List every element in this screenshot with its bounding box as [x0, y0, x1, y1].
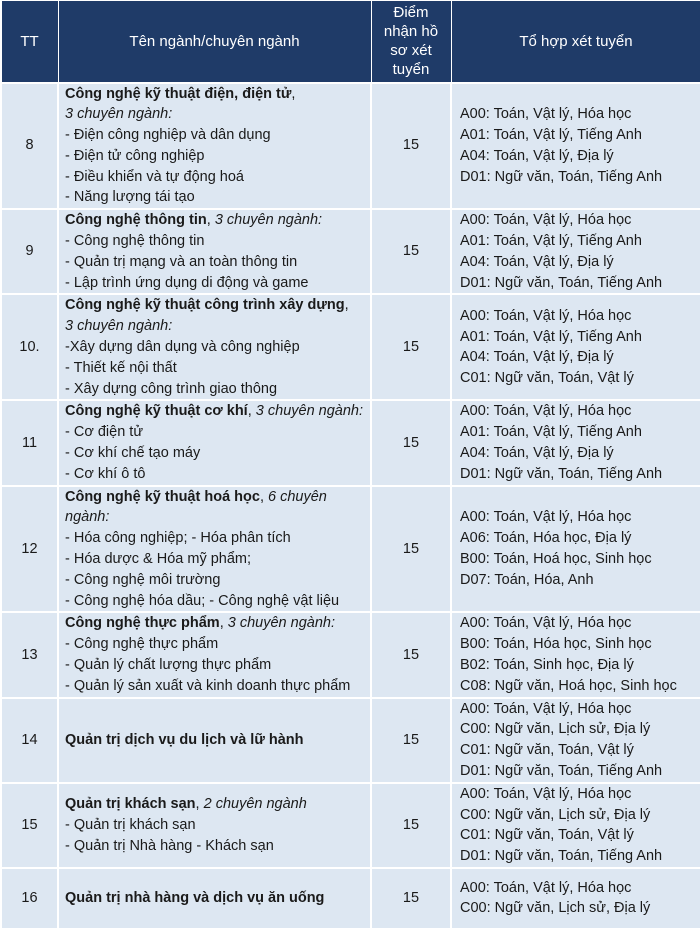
subject-combo-item: A04: Toán, Vật lý, Địa lý — [460, 147, 614, 164]
major-title: Quản trị dịch vụ du lịch và lữ hành — [65, 731, 304, 748]
major-heading: Công nghệ kỹ thuật công trình xây dựng, — [65, 297, 349, 314]
specialization-item: - Công nghệ thực phẩm — [65, 636, 219, 653]
major-heading: Công nghệ kỹ thuật điện, điện tử, — [65, 85, 296, 102]
subject-combo-item: B00: Toán, Hoá học, Sinh học — [460, 551, 652, 568]
major-heading — [65, 730, 366, 751]
subject-combo-item: D01: Ngữ văn, Toán, Tiếng Anh — [460, 465, 663, 482]
subject-combo-item: C01: Ngữ văn, Toán, Vật lý — [460, 370, 634, 387]
table-row — [1, 486, 700, 613]
major-title: Quản trị nhà hàng và dịch vụ ăn uống — [65, 890, 325, 907]
major-heading: Công nghệ kỹ thuật cơ khí, 3 chuyên ngành: — [65, 403, 364, 420]
major-heading: Quản trị khách sạn, 2 chuyên ngành — [65, 796, 307, 813]
row-number: 16 — [1, 868, 58, 929]
min-score: 15 — [371, 612, 451, 697]
specialization-item: -Xây dựng dân dụng và công nghiệp — [65, 339, 300, 356]
major-cell — [58, 868, 371, 929]
subject-combo-item: A01: Toán, Vật lý, Tiếng Anh — [460, 233, 642, 250]
subject-combos — [451, 612, 700, 697]
subject-combo-item: A00: Toán, Vật lý, Hóa học — [460, 307, 632, 324]
specialization-item: - Công nghệ môi trường — [65, 571, 221, 588]
specialization-item: - Điện tử công nghiệp — [65, 147, 205, 164]
major-cell — [58, 486, 371, 613]
specialization-item: - Quản trị khách sạn — [65, 816, 196, 833]
major-count: 3 chuyên ngành: — [227, 615, 335, 632]
specialization-item: - Quản trị mạng và an toàn thông tin — [65, 253, 298, 270]
specialization-item: - Cơ khí chế tạo máy — [65, 445, 201, 462]
major-title: Công nghệ kỹ thuật hoá học — [65, 488, 260, 505]
table-row — [1, 612, 700, 697]
specialization-item: - Xây dựng công trình giao thông — [65, 380, 278, 397]
subject-combo-item: C08: Ngữ văn, Hoá học, Sinh học — [460, 677, 677, 694]
subject-combos — [451, 783, 700, 868]
specialization-item: - Quản trị Nhà hàng - Khách sạn — [65, 837, 274, 854]
specialization-item: - Năng lượng tái tạo — [65, 189, 195, 206]
min-score: 15 — [371, 698, 451, 783]
subject-combos — [451, 209, 700, 294]
subject-combo-item: C00: Ngữ văn, Lịch sử, Địa lý — [460, 900, 651, 917]
subject-combo-item: A01: Toán, Vật lý, Tiếng Anh — [460, 127, 642, 144]
subject-combo-item: A00: Toán, Vật lý, Hóa học — [460, 509, 632, 526]
major-title: Công nghệ thực phẩm — [65, 615, 220, 632]
subject-combo-item: A01: Toán, Vật lý, Tiếng Anh — [460, 424, 642, 441]
min-score: 15 — [371, 783, 451, 868]
major-title: Quản trị khách sạn — [65, 796, 196, 813]
min-score: 15 — [371, 83, 451, 210]
subject-combo-item: C00: Ngữ văn, Lịch sử, Địa lý — [460, 721, 651, 738]
specialization-item: - Điều khiển và tự động hoá — [65, 168, 244, 185]
subject-combo-item: B00: Toán, Hóa học, Sinh học — [460, 636, 652, 653]
major-heading: Công nghệ thực phẩm, 3 chuyên ngành: — [65, 615, 335, 632]
row-number: 9 — [1, 209, 58, 294]
table-row — [1, 400, 700, 485]
row-number: 11 — [1, 400, 58, 485]
subject-combo-item: A00: Toán, Vật lý, Hóa học — [460, 106, 632, 123]
specialization-item: - Hóa dược & Hóa mỹ phẩm; — [65, 551, 252, 568]
subject-combo-item: A00: Toán, Vật lý, Hóa học — [460, 212, 632, 229]
subject-combo-item: D07: Toán, Hóa, Anh — [460, 571, 594, 588]
subject-combo-item: A01: Toán, Vật lý, Tiếng Anh — [460, 328, 642, 345]
subject-combo-item: C00: Ngữ văn, Lịch sử, Địa lý — [460, 806, 651, 823]
major-heading — [65, 888, 366, 909]
specialization-item: - Điện công nghiệp và dân dụng — [65, 127, 271, 144]
row-number: 15 — [1, 783, 58, 868]
subject-combo-item: A00: Toán, Vật lý, Hóa học — [460, 615, 632, 632]
specialization-item: - Quản lý chất lượng thực phẩm — [65, 657, 272, 674]
table-row — [1, 294, 700, 400]
major-title: Công nghệ kỹ thuật điện, điện tử — [65, 85, 292, 102]
min-score: 15 — [371, 294, 451, 400]
min-score: 15 — [371, 400, 451, 485]
major-cell — [58, 83, 371, 210]
specialization-item: - Lập trình ứng dụng di động và game — [65, 274, 309, 291]
specialization-item: - Công nghệ hóa dầu; - Công nghệ vật liệu — [65, 592, 340, 609]
major-cell — [58, 698, 371, 783]
subject-combo-item: A00: Toán, Vật lý, Hóa học — [460, 403, 632, 420]
subject-combo-item: A06: Toán, Hóa học, Địa lý — [460, 530, 632, 547]
table-row — [1, 783, 700, 868]
major-heading: Công nghệ kỹ thuật hoá học, 6 chuyên ngành: — [65, 488, 327, 526]
table-row — [1, 83, 700, 210]
specialization-item: - Cơ khí ô tô — [65, 465, 146, 482]
min-score: 15 — [371, 868, 451, 929]
major-cell — [58, 294, 371, 400]
specialization-item: - Quản lý sản xuất và kinh doanh thực phẩm — [65, 677, 351, 694]
subject-combo-item: A04: Toán, Vật lý, Địa lý — [460, 253, 614, 270]
subject-combo-item: B02: Toán, Sinh học, Địa lý — [460, 657, 634, 674]
subject-combo-item: D01: Ngữ văn, Toán, Tiếng Anh — [460, 274, 663, 291]
subject-combo-item: A04: Toán, Vật lý, Địa lý — [460, 445, 614, 462]
subject-combo-item: A00: Toán, Vật lý, Hóa học — [460, 879, 632, 896]
table-row — [1, 209, 700, 294]
major-count: 3 chuyên ngành: — [255, 403, 364, 420]
header-score: Điểm nhận hồ sơ xét tuyển — [371, 1, 451, 83]
subject-combo-item: A04: Toán, Vật lý, Địa lý — [460, 349, 614, 366]
row-number: 8 — [1, 83, 58, 210]
subject-combos — [451, 83, 700, 210]
subject-combos — [451, 486, 700, 613]
row-number: 14 — [1, 698, 58, 783]
table-row — [1, 698, 700, 783]
header-tt: TT — [1, 1, 58, 83]
subject-combos — [451, 294, 700, 400]
subject-combos — [451, 400, 700, 485]
subject-combo-item: C01: Ngữ văn, Toán, Vật lý — [460, 742, 634, 759]
row-number: 12 — [1, 486, 58, 613]
major-title: Công nghệ kỹ thuật công trình xây dựng — [65, 297, 345, 314]
header-row — [1, 1, 700, 83]
header-combo: Tổ hợp xét tuyển — [451, 1, 700, 83]
major-title: Công nghệ kỹ thuật cơ khí — [65, 403, 248, 420]
major-cell — [58, 783, 371, 868]
major-cell — [58, 209, 371, 294]
subject-combo-item: D01: Ngữ văn, Toán, Tiếng Anh — [460, 168, 663, 185]
row-number: 13 — [1, 612, 58, 697]
major-cell — [58, 400, 371, 485]
subject-combo-item: A00: Toán, Vật lý, Hóa học — [460, 785, 632, 802]
table-row — [1, 868, 700, 929]
header-name: Tên ngành/chuyên ngành — [58, 1, 371, 83]
min-score: 15 — [371, 209, 451, 294]
specialization-item: - Cơ điện tử — [65, 424, 144, 441]
subject-combo-item: D01: Ngữ văn, Toán, Tiếng Anh — [460, 848, 663, 865]
subject-combos — [451, 698, 700, 783]
row-number: 10. — [1, 294, 58, 400]
specialization-item: - Công nghệ thông tin — [65, 233, 205, 250]
major-count: 3 chuyên ngành: — [214, 212, 323, 229]
subject-combo-item: A00: Toán, Vật lý, Hóa học — [460, 700, 632, 717]
major-count: 6 chuyên ngành: — [65, 488, 327, 526]
subject-combo-item: D01: Ngữ văn, Toán, Tiếng Anh — [460, 763, 663, 779]
major-count: 2 chuyên ngành — [203, 796, 307, 813]
specialization-item: - Thiết kế nội thất — [65, 359, 177, 376]
major-title: Công nghệ thông tin — [65, 212, 207, 229]
subject-combo-item: C01: Ngữ văn, Toán, Vật lý — [460, 827, 634, 844]
major-heading: Công nghệ thông tin, 3 chuyên ngành: — [65, 212, 323, 229]
major-count: 3 chuyên ngành: — [65, 106, 173, 123]
table-body — [1, 83, 700, 929]
major-cell — [58, 612, 371, 697]
min-score: 15 — [371, 486, 451, 613]
subject-combos — [451, 868, 700, 929]
major-count: 3 chuyên ngành: — [65, 318, 173, 335]
specialization-item: - Hóa công nghiệp; - Hóa phân tích — [65, 530, 291, 547]
